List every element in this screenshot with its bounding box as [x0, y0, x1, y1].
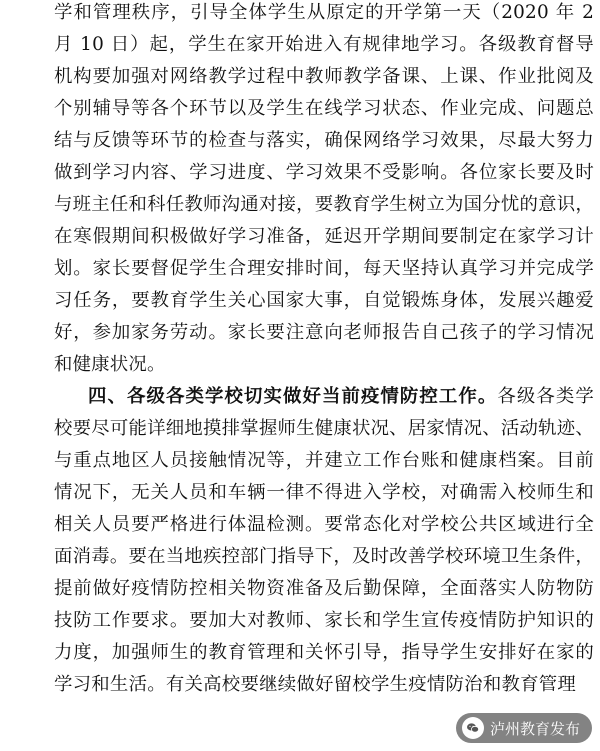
paragraph-line: 划。家长要督促学生合理安排时间，每天坚持认真学习并完成学 [54, 258, 594, 279]
account-watermark [456, 713, 592, 743]
paragraph-line: 月 10 日）起，学生在家开始进入有规律地学习。各级教育督导 [54, 34, 594, 55]
paragraph-line: 学习和生活。有关高校要继续做好留校学生疫情防治和教育管理 [54, 674, 576, 695]
paragraph-line: 学和管理秩序，引导全体学生从原定的开学第一天（2020 年 2 [54, 2, 594, 23]
paragraph-line: 做到学习内容、学习进度、学习效果不受影响。各位家长要及时 [54, 162, 594, 183]
paragraph-line: 结与反馈等环节的检查与落实，确保网络学习效果，尽最大努力 [54, 130, 594, 151]
paragraph-line: 和健康状况。 [54, 354, 166, 375]
paragraph-line: 在寒假期间积极做好学习准备，延迟开学期间要制定在家学习计 [54, 226, 594, 247]
wechat-icon [462, 717, 484, 739]
paragraph-line: 力度，加强师生的教育管理和关怀引导，指导学生安排好在家的 [54, 642, 594, 663]
paragraph-line: 与重点地区人员接触情况等，并建立工作台账和健康档案。目前 [54, 450, 594, 471]
section-heading-line [88, 386, 594, 408]
paragraph-line: 相关人员要严格进行体温检测。要常态化对学校公共区域进行全 [54, 514, 594, 535]
paragraph-line: 面消毒。要在当地疾控部门指导下，及时改善学校环境卫生条件， [54, 546, 594, 567]
paragraph-line: 好，参加家务劳动。家长要注意向老师报告自己孩子的学习情况 [54, 322, 594, 343]
section-heading-rest: 各级各类学 [497, 386, 594, 407]
watermark-text: 泸州教育发布 [489, 719, 580, 738]
paragraph-line: 校要尽可能详细地摸排掌握师生健康状况、居家情况、活动轨迹、 [54, 418, 594, 439]
section-heading: 四、各级各类学校切实做好当前疫情防控工作。 [88, 386, 498, 407]
paragraph-line: 习任务，要教育学生关心国家大事，自觉锻炼身体，发展兴趣爱 [54, 290, 594, 311]
paragraph-line: 技防工作要求。要加大对教师、家长和学生宣传疫情防护知识的 [54, 610, 594, 631]
paragraph-line: 提前做好疫情防控相关物资准备及后勤保障，全面落实人防物防 [54, 578, 594, 599]
paragraph-line: 机构要加强对网络教学过程中教师教学备课、上课、作业批阅及 [54, 66, 594, 87]
paragraph-line: 与班主任和科任教师沟通对接，要教育学生树立为国分忧的意识， [54, 194, 594, 215]
paragraph-line: 情况下，无关人员和车辆一律不得进入学校，对确需入校师生和 [54, 482, 594, 503]
paragraph-line: 个别辅导等各个环节以及学生在线学习状态、作业完成、问题总 [54, 98, 594, 119]
